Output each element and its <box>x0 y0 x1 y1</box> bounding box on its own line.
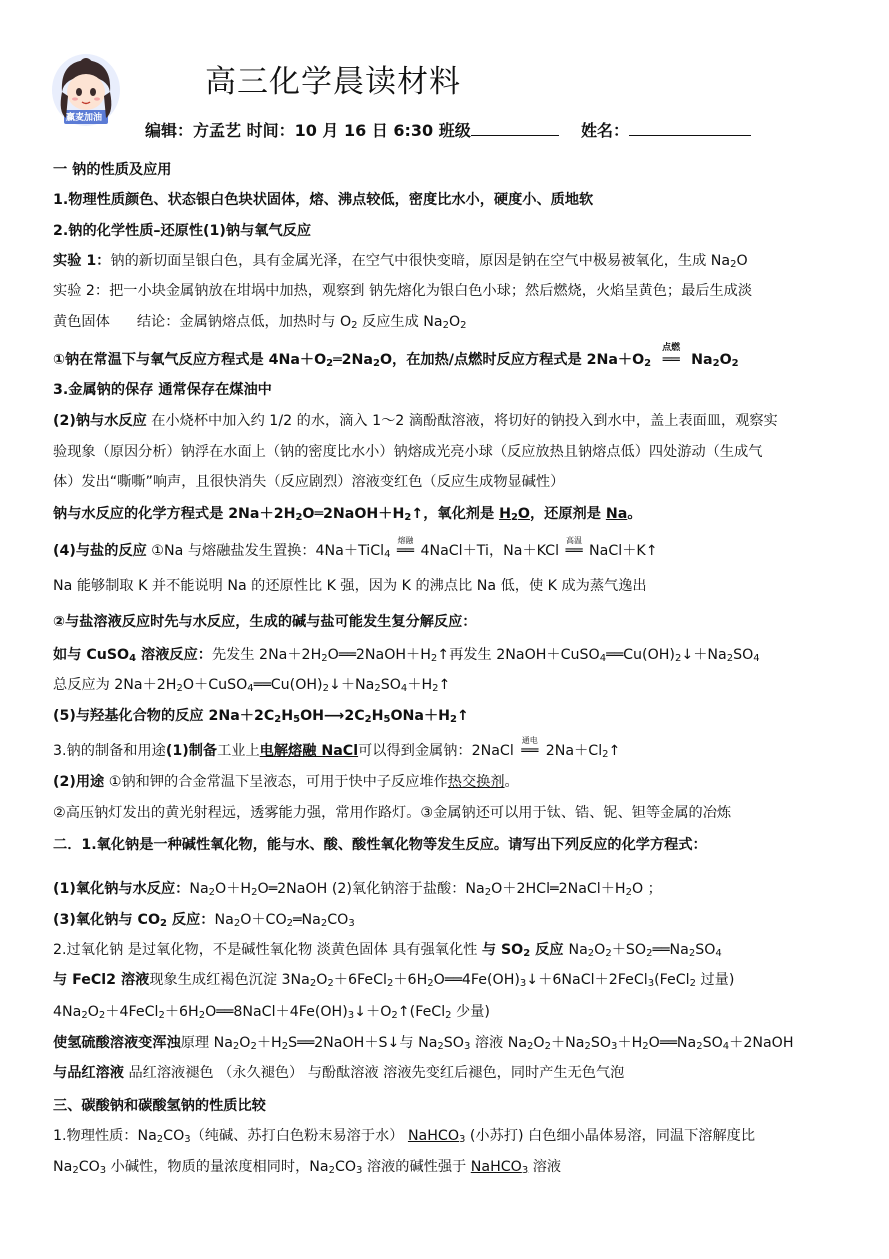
line-water-reaction-2: 验现象（原因分析）钠浮在水面上（钠的密度比水小）钠熔成光亮小球（反应放热且钠熔点低）四处游动（生成气 <box>53 444 763 460</box>
line-na2o-co2: (3)氧化钠与 $CO_2$ 反应：$Na_2O+CO_2═Na_2CO_3$ <box>53 912 355 929</box>
line-salt-solution: ②与盐溶液反应时先与水反应，生成的碱与盐可能发生复分解反应： <box>53 614 477 630</box>
avatar-badge: 赢麦加油 <box>66 113 103 123</box>
section-heading-3: 三、碳酸钠和碳酸氢钠的性质比较 <box>53 1098 266 1114</box>
line-na2o2-dyes: 与品红溶液 品红溶液褪色 （永久褪色） 与酚酞溶液 溶液先变红后褪色，同时产生无色气泡 <box>53 1065 625 1081</box>
line-na2o-water: (1)氧化钠与水反应：$Na_2O+H_2O═2NaOH$ (2)氧化钠溶于盐酸：$Na_2O+2HCl═2NaCl+H_2O$ ； <box>53 881 662 898</box>
line-carbonate-2: $Na_2CO_3$ 小碱性，物质的量浓度相同时，$Na_2CO_3$ 溶液的碱性强于 NaHCO$_3$ 溶液 <box>53 1159 562 1176</box>
section-heading-2: 二．1.氧化钠是一种碱性氧化物，能与水、酸、酸性氧化物等发生反应。请写出下列反应的化学方程式： <box>53 837 707 853</box>
line-na2o2-h2s: 使氢硫酸溶液变浑浊原理 $Na_2O_2+H_2S══2NaOH+S↓$与 $Na_2SO_3$ 溶液 $Na_2O_2+Na_2SO_3+H_2O══Na_2SO_4+2NaOH$ <box>53 1035 794 1052</box>
line-experiment-2: 实验 2：把一小块金属钠放在坩埚中加热，观察到 钠先熔化为银白色小球；然后燃烧，火焰呈黄色；最后生成淡 <box>53 283 753 299</box>
line-storage: 3.金属钠的保存 通常保存在煤油中 <box>53 382 272 398</box>
page-title: 高三化学晨读材料 <box>205 64 461 100</box>
line-uses-1: (2)用途 ①钠和钾的合金常温下呈液态，可用于快中子反应堆作热交换剂。 <box>53 774 519 790</box>
line-preparation: 3.钠的制备和用途(1)制备工业上电解熔融 NaCl可以得到金属钠：2NaCl 通电 ══ $2Na+Cl_2↑$ <box>53 736 621 760</box>
line-potassium-note: Na 能够制取 K 并不能说明 Na 的还原性比 K 强，因为 K 的沸点比 Na 低，使 K 成为蒸气逸出 <box>53 578 647 594</box>
section-heading-1: 一 钠的性质及应用 <box>53 162 172 178</box>
line-uses-2: ②高压钠灯发出的黄光射程远，透雾能力强，常用作路灯。③金属钠还可以用于钛、锆、铌、钽等金属的冶炼 <box>53 805 732 821</box>
line-carbonate-1: 1.物理性质：$Na_2CO_3$（纯碱、苏打白色粉末易溶于水） NaHCO$_3$ (小苏打) 白色细小晶体易溶，同温下溶解度比 <box>53 1128 756 1145</box>
editor-time-class-label: 编辑：方孟艺 时间：10 月 16 日 6:30 班级 <box>145 121 471 140</box>
condition-ignite: 点燃 <box>662 343 681 353</box>
class-blank <box>471 121 559 136</box>
line-chemical-properties: 2.钠的化学性质–还原性(1)钠与氧气反应 <box>53 223 312 239</box>
line-water-reaction-3: 体）发出“嘶嘶”响声，且很快消失（反应剧烈）溶液变红色（反应生成物显碱性） <box>53 474 565 490</box>
line-experiment-1: 实验 1：钠的新切面呈银白色，具有金属光泽，在空气中很快变暗，原因是钠在空气中极易被氧化，生成 $Na_2O$ <box>53 253 748 270</box>
line-sodium-oxygen-equation: ①钠在常温下与氧气反应方程式是 $4Na+O_2═2Na_2O$，在加热/点燃时反应方程式是 $2Na+O_2$ 点燃 ══ $Na_2O_2$ <box>53 350 739 370</box>
line-water-reaction-1: (2)钠与水反应 在小烧杯中加入约 1/2 的水，滴入 1～2 滴酚酞溶液，将切好的钠投入到水中，盖上表面皿，观察实 <box>53 413 778 429</box>
name-label: 姓名： <box>581 121 630 140</box>
line-total-reaction: 总反应为 $2Na+2H_2O+CuSO_4══Cu(OH)_2↓+Na_2SO_4+H_2↑$ <box>53 677 451 694</box>
name-blank <box>629 121 751 136</box>
line-water-equation: 钠与水反应的化学方程式是 $2Na+2H_2O═2NaOH+H_2↑$，氧化剂是 $H_2O$，还原剂是 Na。 <box>53 506 642 523</box>
line-physical-properties: 1.物理性质颜色、状态银白色块状固体，熔、沸点较低，密度比水小，硬度小、质地软 <box>53 192 594 208</box>
line-conclusion: 黄色固体 结论：金属钠熔点低，加热时与 $O_2$ 反应生成 $Na_2O_2$ <box>53 314 467 331</box>
line-salt-reaction: (4)与盐的反应 ①Na 与熔融盐发生置换：4Na＋TiCl$_4$ 熔融 ══ 4NaCl＋Ti，Na＋KCl 高温 ══ NaCl＋K↑ <box>53 536 658 560</box>
line-na2o2-fecl2-excess: 与 FeCl2 溶液现象生成红褐色沉淀 $3Na_2O_2+6FeCl_2+6H_2O══4Fe(OH)_3↓+6NaCl+2FeCl_3(FeCl_2$ 过量) <box>53 972 735 989</box>
line-cuso4-reaction: 如与 CuSO$_4$ 溶液反应：先发生 $2Na+2H_2O══2NaOH+H_2↑$再发生 $2NaOH+CuSO_4══Cu(OH)_2↓+Na_2SO_4$ <box>53 647 760 664</box>
meta-line <box>145 118 751 141</box>
line-hydroxyl-reaction: (5)与羟基化合物的反应 $2Na+2C_2H_5OH⟶2C_2H_5ONa+H_2↑$ <box>53 708 469 725</box>
line-na2o2-so2: 2.过氧化钠 是过氧化物，不是碱性氧化物 淡黄色固体 具有强氧化性 与 $SO_2$ 反应 $Na_2O_2+SO_2══Na_2SO_4$ <box>53 942 722 959</box>
line-na2o2-fecl2-less: $4Na_2O_2+4FeCl_2+6H_2O══8NaCl+4Fe(OH)_3↓+O_2↑(FeCl_2$ 少量) <box>53 1004 490 1021</box>
